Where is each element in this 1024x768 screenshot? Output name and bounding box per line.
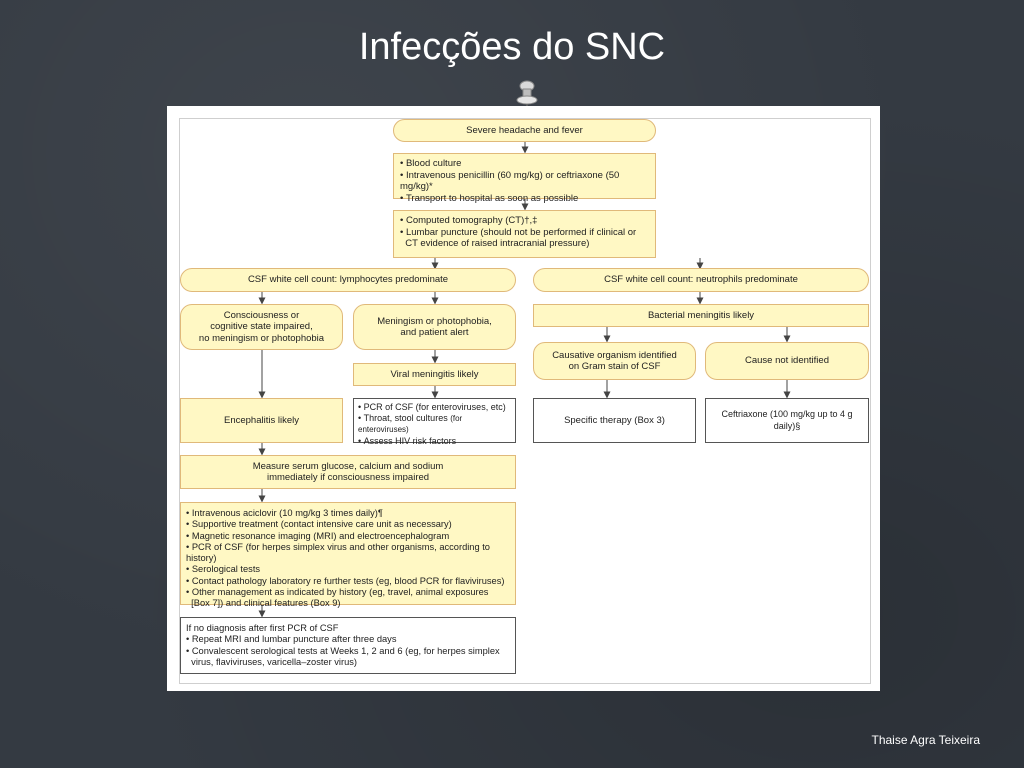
headache-text: Severe headache and fever xyxy=(466,124,583,136)
no-cause-text: Cause not identified xyxy=(745,355,829,367)
management-item: • Contact pathology laboratory re further tests (eg, blood PCR for flaviviruses) xyxy=(186,576,510,587)
headache-box xyxy=(393,119,656,142)
specific-therapy-box xyxy=(533,398,696,443)
encephalitis-management-box xyxy=(180,502,516,609)
initial-item: • Intravenous penicillin (60 mg/kg) or ceftriaxone (50 mg/kg)* xyxy=(400,170,649,193)
neutrophils-box xyxy=(533,268,869,292)
measure-line: immediately if consciousness impaired xyxy=(266,472,430,483)
encephalitis-text: Encephalitis likely xyxy=(224,414,299,426)
slide-title: Infecções do SNC xyxy=(358,26,666,68)
bacterial-box xyxy=(533,304,869,327)
no-diagnosis-item: • Convalescent serological tests at Weeks 1, 2 and 6 (eg, for herpes simplex xyxy=(186,646,510,657)
no-diagnosis-item: virus, flaviviruses, varicella–zoster virus) xyxy=(191,656,358,667)
bacterial-text: Bacterial meningitis likely xyxy=(647,309,755,321)
no-diagnosis-heading: If no diagnosis after first PCR of CSF xyxy=(186,623,339,633)
slide-author: Thaise Agra Teixeira xyxy=(871,733,980,747)
management-item: • Supportive treatment (contact intensive care unit as necessary) xyxy=(186,519,510,530)
measure-box xyxy=(180,455,516,489)
viral-text: Viral meningitis likely xyxy=(390,368,479,380)
imaging-item: • Lumbar puncture (should not be performed if clinical or xyxy=(400,227,649,239)
meningism-line: Meningism or photophobia, xyxy=(377,315,492,327)
specific-therapy-text: Specific therapy (Box 3) xyxy=(564,414,665,426)
imaging-box xyxy=(393,210,656,258)
viral-test-item: Throat, stool cultures xyxy=(363,412,448,423)
organism-line: Causative organism identified xyxy=(552,349,677,361)
ceftriaxone-text: Ceftriaxone (100 mg/kg up to 4 g daily)§ xyxy=(721,409,853,431)
management-item: • Intravenous aciclovir (10 mg/kg 3 times daily)¶ xyxy=(186,508,510,519)
organism-line: on Gram stain of CSF xyxy=(568,361,661,372)
consciousness-box xyxy=(180,304,343,350)
management-item: • Other management as indicated by history (eg, travel, animal exposures xyxy=(186,587,510,598)
no-diagnosis-item: • Repeat MRI and lumbar puncture after three days xyxy=(186,634,510,645)
lymphocytes-box xyxy=(180,268,516,292)
consciousness-line: no meningism or photophobia xyxy=(198,332,325,344)
viral-box xyxy=(353,363,516,386)
initial-item: • Transport to hospital as soon as possible xyxy=(400,193,649,205)
no-diagnosis-box xyxy=(180,617,516,674)
no-cause-box xyxy=(705,342,869,380)
organism-box xyxy=(533,342,696,380)
initial-item: • Blood culture xyxy=(400,158,649,170)
lymphocytes-text: CSF white cell count: lymphocytes predominate xyxy=(247,274,449,286)
management-item: [Box 7]) and clinical features (Box 9) xyxy=(191,598,341,609)
viral-test-item: • Assess HIV risk factors xyxy=(358,436,511,447)
consciousness-line: Consciousness or xyxy=(223,309,300,321)
viral-tests-box xyxy=(353,398,516,446)
management-item: • Magnetic resonance imaging (MRI) and electroencephalogram xyxy=(186,531,510,542)
consciousness-line: cognitive state impaired, xyxy=(210,321,313,333)
viral-test-item: • PCR of CSF (for enteroviruses, etc) xyxy=(358,402,511,413)
imaging-item: CT evidence of raised intracranial pressure) xyxy=(405,238,590,249)
ceftriaxone-box xyxy=(705,398,869,443)
meningism-line: and patient alert xyxy=(400,327,469,338)
meningism-box xyxy=(353,304,516,350)
encephalitis-box xyxy=(180,398,343,443)
management-item: • Serological tests xyxy=(186,564,510,575)
flowchart-panel xyxy=(167,106,880,691)
measure-line: Measure serum glucose, calcium and sodium xyxy=(252,460,444,472)
viral-test-note: (for enteroviruses) xyxy=(358,413,463,434)
imaging-item: • Computed tomography (CT)†,‡ xyxy=(400,215,649,227)
management-item: • PCR of CSF (for herpes simplex virus and other organisms, according to history) xyxy=(186,542,510,565)
neutrophils-text: CSF white cell count: neutrophils predominate xyxy=(604,274,798,286)
initial-management-box xyxy=(393,153,656,204)
